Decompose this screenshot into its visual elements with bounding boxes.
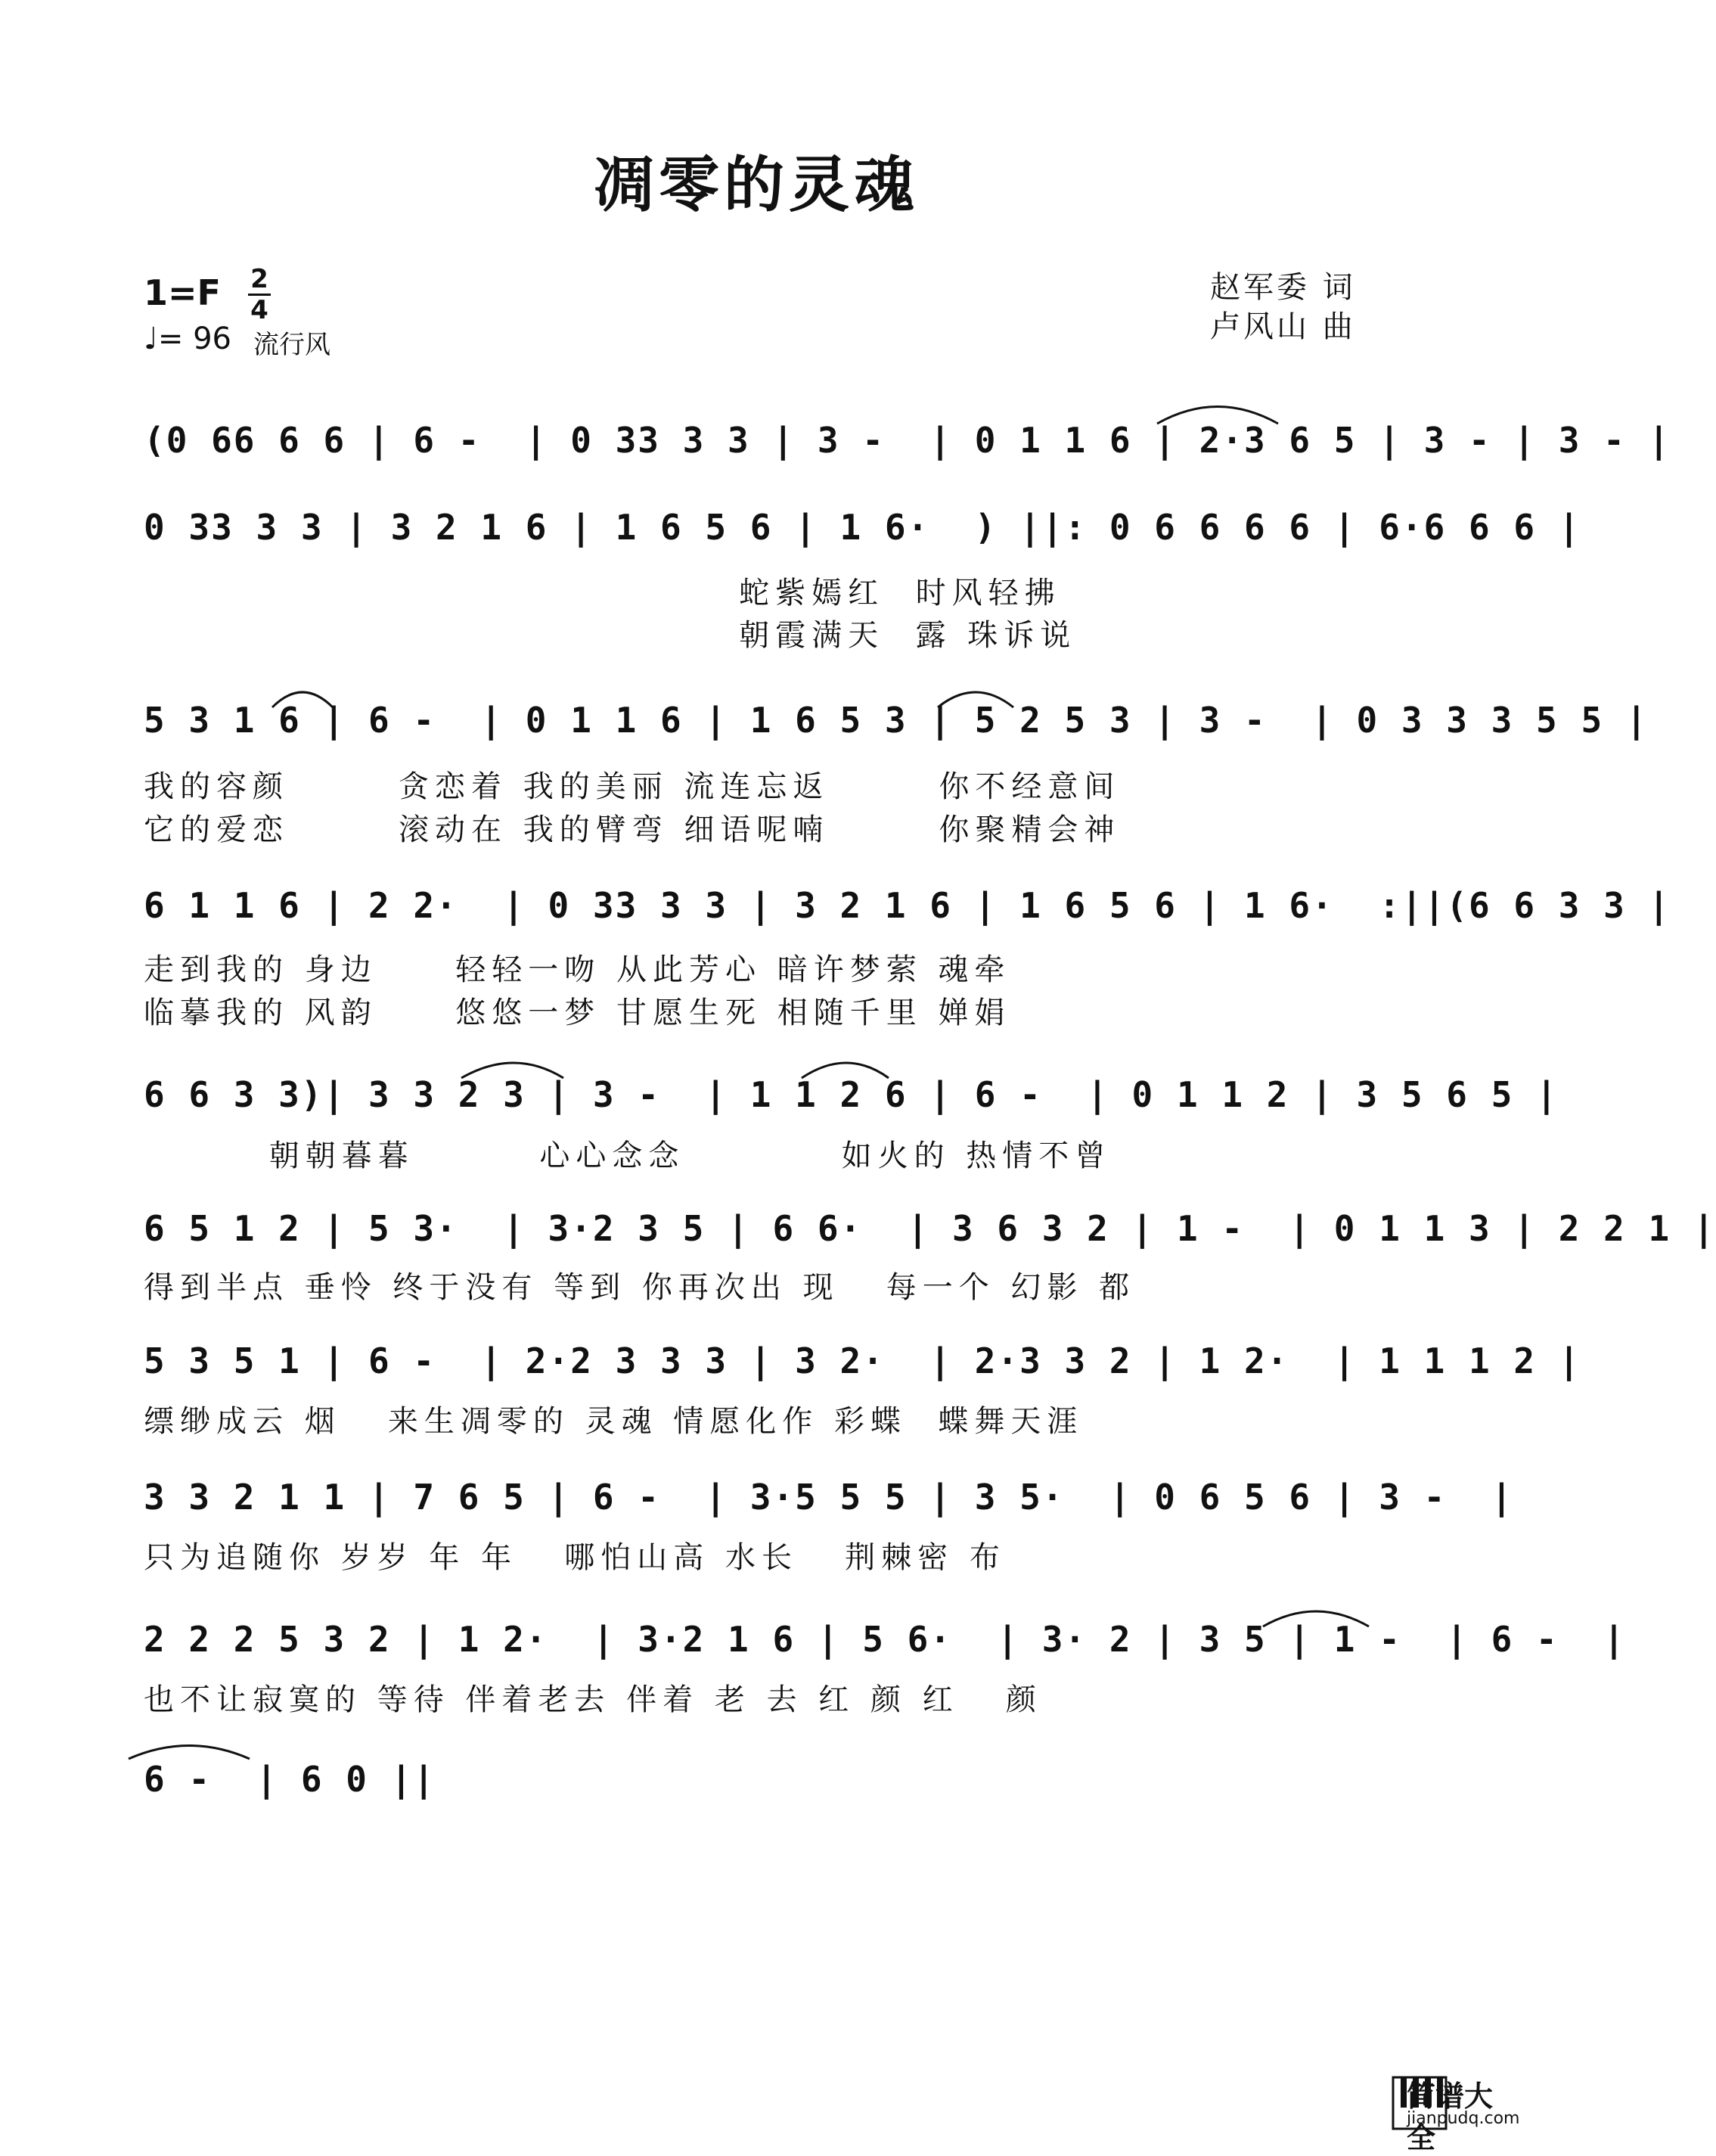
lyric-line-3a: 我的容颜 贪恋着 我的美丽 流连忘返 你不经意间 [144, 769, 1121, 804]
composer-credit: 卢风山 曲 [1210, 309, 1356, 344]
tie-arc [461, 1063, 563, 1078]
lyric-line-2a: 蛇紫嫣红 时风轻拂 [144, 576, 1061, 610]
notation-row-10: 6 - | 6 0 || [144, 1759, 436, 1800]
notation-row-8: 3 3 2 1 1 | 7 6 5 | 6 - | 3·5 5 5 | 3 5· | 0 6 5 6 | 3 - | [144, 1477, 1514, 1518]
watermark-url: jianpudq.com [1407, 2109, 1520, 2128]
tie-arc [129, 1746, 250, 1760]
tie-arc [938, 692, 1013, 707]
tie-arc [1157, 407, 1278, 424]
notation-row-2: 0 33 3 3 | 3 2 1 6 | 1 6 5 6 | 1 6· ) ||: 0 6 6 6 6 | 6·6 6 6 | [144, 507, 1581, 548]
notation-row-1: (0 66 6 6 | 6 - | 0 33 3 3 | 3 - | 0 1 1 6 | 2·3 6 5 | 3 - | 3 - | [144, 420, 1671, 461]
notation-row-3: 5 3 1 6 | 6 - | 0 1 1 6 | 1 6 5 3 | 5 2 5 3 | 3 - | 0 3 3 3 5 5 | [144, 700, 1649, 741]
lyric-line-5: 朝朝暮暮 心心念念 如火的 热情不曾 [144, 1139, 1112, 1173]
notation-row-6: 6 5 1 2 | 5 3· | 3·2 3 5 | 6 6· | 3 6 3 2 | 1 - | 0 1 1 3 | 2 2 1 | [144, 1208, 1716, 1249]
tie-arc [272, 692, 333, 707]
lyric-line-8: 只为追随你 岁岁 年 年 哪怕山高 水长 荆棘密 布 [144, 1540, 1006, 1575]
lyric-line-4b: 临摹我的 风韵 悠悠一梦 甘愿生死 相随千里 婵娟 [144, 996, 1011, 1030]
tie-arc [802, 1063, 889, 1078]
key-signature: 1=F [144, 272, 221, 313]
tempo-marking: ♩= 96 [144, 322, 231, 356]
lyric-line-9: 也不让寂寞的 等待 伴着老去 伴着 老 去 红 颜 红 颜 [144, 1682, 1042, 1717]
lyric-line-2b: 朝霞满天 露 珠诉说 [144, 618, 1077, 653]
lyric-line-4a: 走到我的 身边 轻轻一吻 从此芳心 暗许梦萦 魂牵 [144, 952, 1011, 987]
lyricist-credit: 赵军委 词 [1210, 270, 1356, 305]
watermark-name: 简谱大全 [1407, 2080, 1494, 2154]
notation-row-7: 5 3 5 1 | 6 - | 2·2 3 3 3 | 3 2· | 2·3 3 2 | 1 2· | 1 1 1 2 | [144, 1341, 1581, 1381]
notation-row-5: 6 6 3 3)| 3 3 2 3 | 3 - | 1 1 2 6 | 6 - | 0 1 1 2 | 3 5 6 5 | [144, 1074, 1559, 1115]
lyric-line-3b: 它的爱恋 滚动在 我的臂弯 细语呢喃 你聚精会神 [144, 812, 1121, 847]
notation-row-4: 6 1 1 6 | 2 2· | 0 33 3 3 | 3 2 1 6 | 1 6 5 6 | 1 6· :||(6 6 3 3 | [144, 885, 1671, 926]
notation-row-9: 2 2 2 5 3 2 | 1 2· | 3·2 1 6 | 5 6· | 3· 2 | 3 5 | 1 - | 6 - | [144, 1619, 1626, 1660]
page-title: 凋零的灵魂 [594, 149, 919, 220]
time-signature-top: 2 [250, 264, 268, 294]
style-marking: 流行风 [253, 330, 330, 360]
time-signature-bottom: 4 [250, 295, 268, 325]
lyric-line-6: 得到半点 垂怜 终于没有 等到 你再次出 现 每一个 幻影 都 [144, 1270, 1136, 1305]
lyric-line-7: 缥缈成云 烟 来生凋零的 灵魂 情愿化作 彩蝶 蝶舞天涯 [144, 1404, 1084, 1439]
tie-arc [1263, 1611, 1369, 1626]
